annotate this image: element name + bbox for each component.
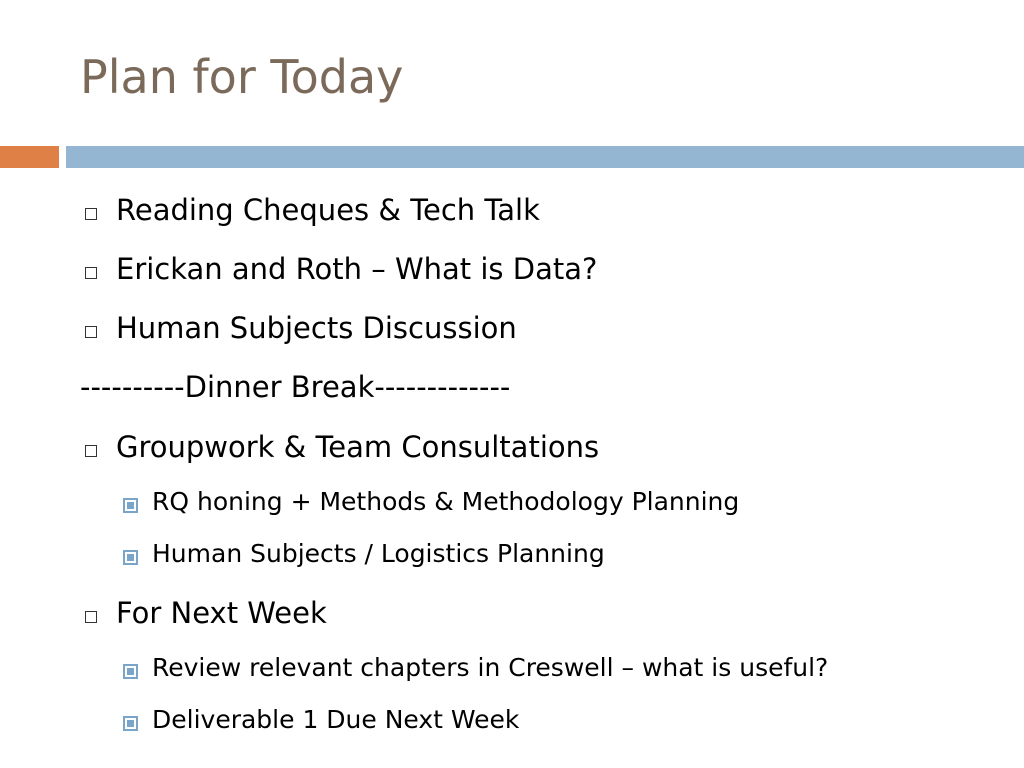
filled-square-icon <box>123 498 138 513</box>
list-item: Erickan and Roth – What is Data? <box>116 252 598 286</box>
list-item: Groupwork & Team Consultations <box>116 430 600 464</box>
sub-list-item: Deliverable 1 Due Next Week <box>152 705 520 734</box>
sub-list-item: Human Subjects / Logistics Planning <box>152 539 605 568</box>
filled-square-icon <box>123 716 138 731</box>
sub-list-item: Review relevant chapters in Creswell – what is useful? <box>152 653 829 682</box>
accent-bar-orange <box>0 146 59 168</box>
list-item: For Next Week <box>116 596 327 630</box>
hollow-square-icon <box>85 208 97 220</box>
slide-title: Plan for Today <box>80 50 404 104</box>
hollow-square-icon <box>85 445 97 457</box>
list-item: Reading Cheques & Tech Talk <box>116 193 540 227</box>
accent-bar-blue <box>66 146 1024 168</box>
hollow-square-icon <box>85 611 97 623</box>
filled-square-icon <box>123 550 138 565</box>
hollow-square-icon <box>85 326 97 338</box>
dinner-break-divider-text: ----------Dinner Break------------- <box>80 370 511 404</box>
sub-list-item: RQ honing + Methods & Methodology Planning <box>152 487 740 516</box>
filled-square-icon <box>123 664 138 679</box>
hollow-square-icon <box>85 267 97 279</box>
list-item: Human Subjects Discussion <box>116 311 517 345</box>
